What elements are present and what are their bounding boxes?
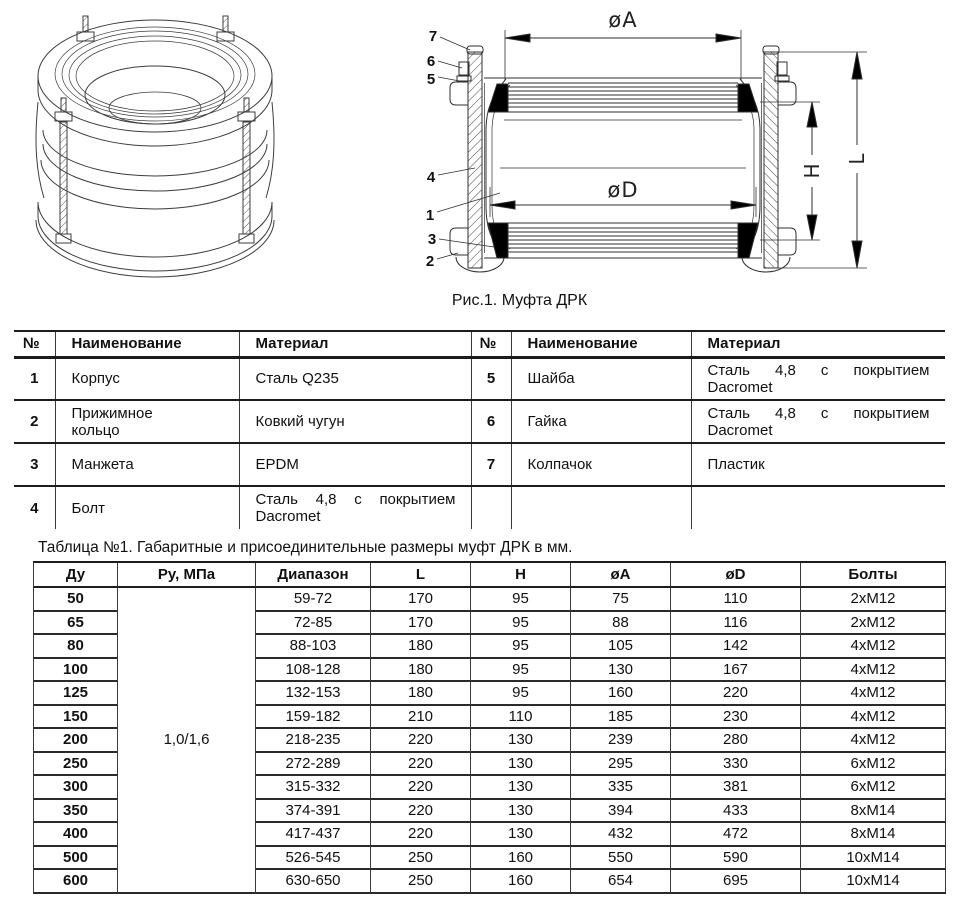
size-cell-du: 250	[34, 753, 118, 777]
size-cell-range: 159-182	[256, 706, 371, 730]
part-name-cell	[55, 443, 239, 486]
size-cell-od: 695	[671, 870, 801, 894]
part-material-cell	[691, 400, 945, 443]
size-header-oa: øA	[571, 563, 671, 588]
size-header-h: H	[471, 563, 571, 588]
size-cell-od: 330	[671, 753, 801, 777]
part-name-text: Колпачок	[527, 456, 592, 473]
size-cell-l: 220	[371, 729, 471, 753]
size-cell-oa: 160	[571, 682, 671, 706]
size-cell-bolts: 2xM12	[801, 612, 946, 636]
size-cell-du: 500	[34, 847, 118, 871]
size-header-od: øD	[671, 563, 801, 588]
size-cell-h: 130	[471, 753, 571, 777]
size-header-bolts: Болты	[801, 563, 946, 588]
size-cell-du: 65	[34, 612, 118, 636]
part-no-cell	[471, 486, 511, 529]
size-cell-oa: 105	[571, 635, 671, 659]
parts-header-name: Наименование	[55, 331, 239, 357]
pressure-merged-cell: 1,0/1,6	[118, 588, 256, 894]
part-name-text: Прижимное кольцо	[71, 404, 153, 439]
size-header-l: L	[371, 563, 471, 588]
part-material-text: Пластик	[707, 456, 765, 473]
size-cell-l: 220	[371, 753, 471, 777]
size-cell-range: 72-85	[256, 612, 371, 636]
callout-2: 2	[425, 253, 435, 270]
dimension-l	[778, 52, 869, 268]
size-cell-h: 130	[471, 823, 571, 847]
part-material-cell	[239, 357, 471, 400]
size-table-caption: Таблица №1. Габаритные и присоединительные размеры муфт ДРК в мм.	[38, 539, 573, 556]
part-no-cell: 3	[30, 456, 39, 473]
size-cell-range: 59-72	[256, 588, 371, 612]
size-cell-bolts: 6xM12	[801, 753, 946, 777]
size-cell-h: 130	[471, 729, 571, 753]
part-material-cell	[691, 357, 945, 400]
size-cell-bolts: 10xM14	[801, 847, 946, 871]
size-cell-oa: 335	[571, 776, 671, 800]
size-cell-du: 300	[34, 776, 118, 800]
part-name-text: Манжета	[71, 456, 134, 473]
part-material-cell	[239, 443, 471, 486]
part-no-cell: 7	[471, 443, 511, 486]
part-no-cell: 1	[30, 370, 39, 388]
size-cell-bolts: 4xM12	[801, 659, 946, 683]
size-cell-range: 218-235	[256, 729, 371, 753]
size-cell-l: 220	[371, 800, 471, 824]
size-cell-h: 160	[471, 847, 571, 871]
size-cell-h: 95	[471, 612, 571, 636]
size-cell-du: 80	[34, 635, 118, 659]
size-cell-oa: 295	[571, 753, 671, 777]
dim-label-h: H	[800, 163, 824, 179]
part-name-text: Корпус	[71, 370, 120, 388]
size-cell-od: 590	[671, 847, 801, 871]
size-cell-oa: 394	[571, 800, 671, 824]
parts-header-no-2: №	[471, 331, 511, 357]
parts-header-name-2: Наименование	[511, 331, 691, 357]
size-cell-du: 100	[34, 659, 118, 683]
parts-table	[14, 330, 945, 529]
size-cell-bolts: 4xM12	[801, 682, 946, 706]
size-cell-l: 210	[371, 706, 471, 730]
size-cell-l: 170	[371, 588, 471, 612]
size-cell-h: 160	[471, 870, 571, 894]
callout-3: 3	[427, 231, 437, 248]
size-cell-l: 180	[371, 682, 471, 706]
part-material-text: Ковкий чугун	[255, 413, 345, 430]
size-cell-od: 472	[671, 823, 801, 847]
parts-header-material: Материал	[239, 331, 471, 357]
part-name-text: Гайка	[527, 413, 567, 430]
size-cell-oa: 654	[571, 870, 671, 894]
part-material-cell	[691, 486, 945, 529]
parts-table-row	[14, 400, 945, 443]
part-name-cell	[55, 486, 239, 529]
part-material-cell	[691, 443, 945, 486]
parts-header-no: №	[22, 335, 40, 353]
size-cell-h: 95	[471, 682, 571, 706]
size-header-du: Ду	[34, 563, 118, 588]
size-cell-range: 630-650	[256, 870, 371, 894]
part-no-cell: 5	[471, 357, 511, 400]
parts-table-row	[14, 357, 945, 400]
size-cell-oa: 239	[571, 729, 671, 753]
size-cell-oa: 88	[571, 612, 671, 636]
part-name-cell	[511, 357, 691, 400]
size-cell-oa: 130	[571, 659, 671, 683]
part-name-cell	[511, 400, 691, 443]
dim-label-l: L	[845, 153, 869, 165]
size-cell-du: 350	[34, 800, 118, 824]
part-material-text: EPDM	[255, 456, 299, 473]
size-cell-bolts: 2xM12	[801, 588, 946, 612]
size-cell-l: 250	[371, 870, 471, 894]
part-material-text: Сталь 4,8 с покрытием Dacromet	[707, 404, 930, 439]
size-cell-od: 280	[671, 729, 801, 753]
callout-5: 5	[426, 71, 436, 88]
size-cell-range: 526-545	[256, 847, 371, 871]
size-cell-du: 50	[34, 588, 118, 612]
part-no-cell: 6	[471, 400, 511, 443]
size-cell-du: 400	[34, 823, 118, 847]
dimension-d	[490, 178, 756, 217]
size-cell-range: 417-437	[256, 823, 371, 847]
part-no-cell: 2	[30, 413, 39, 430]
parts-header-row	[14, 331, 945, 357]
size-cell-bolts: 4xM12	[801, 729, 946, 753]
size-cell-oa: 75	[571, 588, 671, 612]
size-cell-l: 220	[371, 776, 471, 800]
part-name-cell	[511, 443, 691, 486]
size-header-range: Диапазон	[256, 563, 371, 588]
part-name-text: Болт	[71, 499, 105, 517]
section-view-drawing	[420, 5, 890, 285]
size-cell-oa: 550	[571, 847, 671, 871]
size-cell-h: 130	[471, 800, 571, 824]
size-cell-od: 230	[671, 706, 801, 730]
size-cell-od: 220	[671, 682, 801, 706]
size-cell-range: 374-391	[256, 800, 371, 824]
size-cell-od: 110	[671, 588, 801, 612]
size-cell-du: 125	[34, 682, 118, 706]
size-cell-range: 88-103	[256, 635, 371, 659]
callout-6: 6	[426, 53, 436, 70]
part-material-cell	[239, 486, 471, 529]
size-cell-bolts: 4xM12	[801, 706, 946, 730]
callout-7: 7	[428, 28, 438, 45]
part-material-text: Сталь Q235	[255, 370, 339, 388]
size-cell-od: 381	[671, 776, 801, 800]
size-cell-l: 180	[371, 659, 471, 683]
size-cell-oa: 432	[571, 823, 671, 847]
size-cell-l: 220	[371, 823, 471, 847]
size-cell-od: 116	[671, 612, 801, 636]
figure-block	[0, 0, 959, 318]
size-cell-bolts: 10xM14	[801, 870, 946, 894]
part-name-text: Шайба	[527, 370, 575, 388]
size-cell-l: 170	[371, 612, 471, 636]
bolt-studs	[55, 16, 255, 121]
part-no-cell: 4	[30, 499, 39, 517]
part-name-cell	[55, 357, 239, 400]
size-cell-range: 272-289	[256, 753, 371, 777]
size-table	[33, 561, 946, 894]
size-cell-h: 95	[471, 635, 571, 659]
size-cell-od: 433	[671, 800, 801, 824]
parts-header-material-2: Материал	[691, 331, 945, 357]
part-material-text: Сталь 4,8 с покрытием Dacromet	[255, 491, 456, 525]
size-cell-l: 250	[371, 847, 471, 871]
size-cell-bolts: 6xM12	[801, 776, 946, 800]
dimension-a	[505, 8, 741, 80]
parts-table-row	[14, 486, 945, 529]
isometric-view-drawing	[10, 2, 300, 292]
part-material-text: Сталь 4,8 с покрытием Dacromet	[707, 361, 930, 396]
callout-4: 4	[426, 169, 436, 186]
size-cell-range: 132-153	[256, 682, 371, 706]
part-name-cell	[55, 400, 239, 443]
size-cell-h: 130	[471, 776, 571, 800]
size-cell-bolts: 8xM14	[801, 800, 946, 824]
parts-table-row	[14, 443, 945, 486]
size-cell-h: 95	[471, 659, 571, 683]
size-cell-l: 180	[371, 635, 471, 659]
figure-caption: Рис.1. Муфта ДРК	[451, 292, 588, 309]
size-cell-range: 315-332	[256, 776, 371, 800]
size-cell-oa: 185	[571, 706, 671, 730]
size-cell-bolts: 8xM14	[801, 823, 946, 847]
size-cell-od: 167	[671, 659, 801, 683]
dim-label-od: øD	[607, 178, 639, 202]
size-cell-od: 142	[671, 635, 801, 659]
part-name-cell	[511, 486, 691, 529]
size-cell-h: 95	[471, 588, 571, 612]
size-cell-du: 150	[34, 706, 118, 730]
size-cell-du: 200	[34, 729, 118, 753]
size-cell-h: 110	[471, 706, 571, 730]
size-header-pressure: Ру, МПа	[118, 563, 256, 588]
size-cell-range: 108-128	[256, 659, 371, 683]
size-cell-du: 600	[34, 870, 118, 894]
dim-label-oa: øA	[608, 8, 638, 32]
part-material-cell	[239, 400, 471, 443]
callout-1: 1	[425, 207, 435, 224]
size-cell-bolts: 4xM12	[801, 635, 946, 659]
